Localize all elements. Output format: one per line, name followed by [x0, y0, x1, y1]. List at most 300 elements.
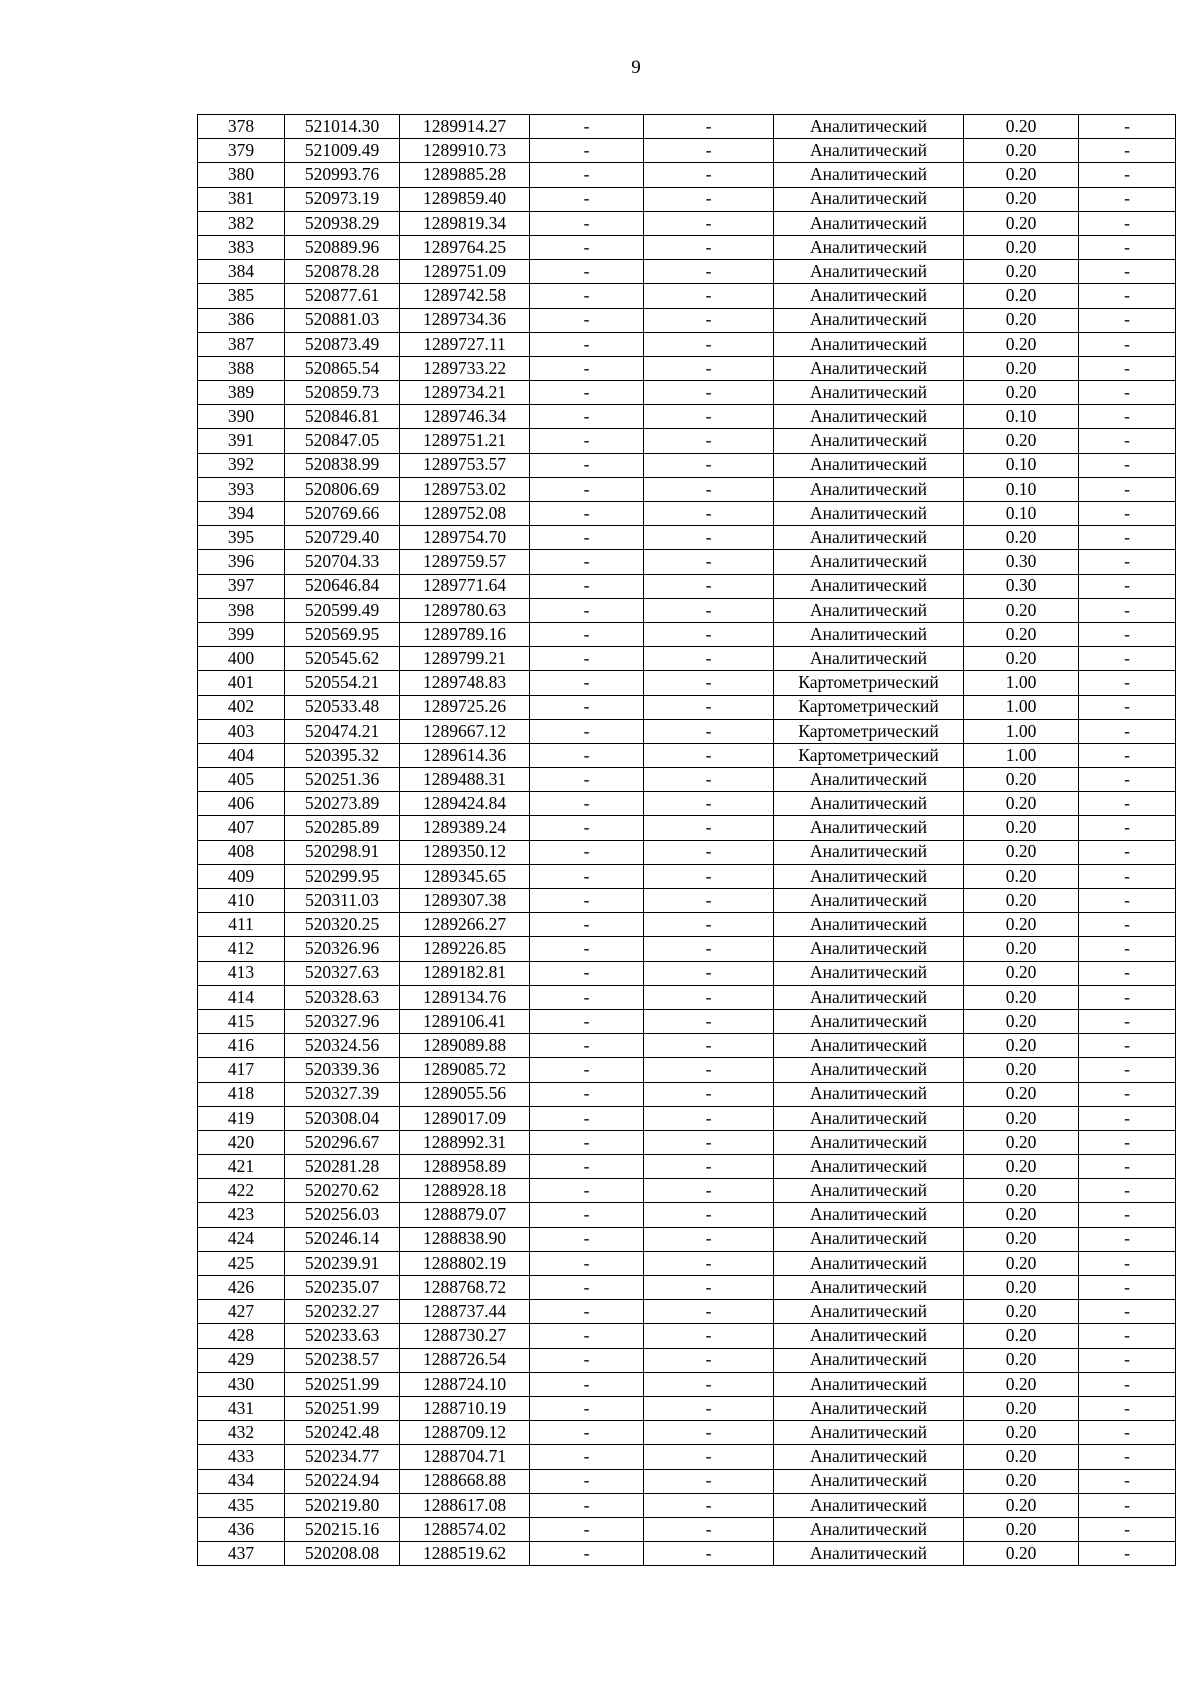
cell-accuracy: 0.20 — [964, 308, 1079, 332]
cell-note: - — [1079, 816, 1176, 840]
cell-note: - — [1079, 671, 1176, 695]
table-row — [198, 526, 1176, 550]
cell-method: Аналитический — [774, 163, 964, 187]
cell-old-x: - — [530, 1058, 644, 1082]
table-row — [198, 1542, 1176, 1566]
cell-accuracy: 0.20 — [964, 768, 1079, 792]
cell-x-coordinate: 520233.63 — [285, 1324, 400, 1348]
cell-old-x: - — [530, 719, 644, 743]
cell-old-x: - — [530, 1348, 644, 1372]
cell-old-y: - — [644, 695, 774, 719]
cell-point-number: 403 — [198, 719, 285, 743]
cell-old-y: - — [644, 526, 774, 550]
table-row — [198, 284, 1176, 308]
cell-accuracy: 0.20 — [964, 187, 1079, 211]
cell-old-y: - — [644, 864, 774, 888]
cell-y-coordinate: 1289752.08 — [400, 502, 530, 526]
cell-method: Аналитический — [774, 840, 964, 864]
cell-note: - — [1079, 1179, 1176, 1203]
cell-note: - — [1079, 284, 1176, 308]
cell-method: Аналитический — [774, 1276, 964, 1300]
cell-old-x: - — [530, 1469, 644, 1493]
cell-old-x: - — [530, 235, 644, 259]
cell-y-coordinate: 1289914.27 — [400, 115, 530, 139]
cell-y-coordinate: 1288726.54 — [400, 1348, 530, 1372]
cell-point-number: 402 — [198, 695, 285, 719]
cell-y-coordinate: 1289734.21 — [400, 381, 530, 405]
cell-x-coordinate: 520308.04 — [285, 1106, 400, 1130]
table-row — [198, 889, 1176, 913]
cell-y-coordinate: 1289799.21 — [400, 647, 530, 671]
cell-old-y: - — [644, 1058, 774, 1082]
cell-old-y: - — [644, 1445, 774, 1469]
cell-point-number: 399 — [198, 622, 285, 646]
table-row — [198, 743, 1176, 767]
cell-old-y: - — [644, 550, 774, 574]
cell-x-coordinate: 520251.99 — [285, 1372, 400, 1396]
cell-old-y: - — [644, 1542, 774, 1566]
cell-x-coordinate: 520270.62 — [285, 1179, 400, 1203]
cell-x-coordinate: 520251.99 — [285, 1396, 400, 1420]
cell-x-coordinate: 520881.03 — [285, 308, 400, 332]
cell-note: - — [1079, 1276, 1176, 1300]
cell-point-number: 385 — [198, 284, 285, 308]
cell-point-number: 381 — [198, 187, 285, 211]
cell-old-x: - — [530, 477, 644, 501]
cell-y-coordinate: 1289350.12 — [400, 840, 530, 864]
cell-accuracy: 0.20 — [964, 1396, 1079, 1420]
cell-old-x: - — [530, 1445, 644, 1469]
cell-x-coordinate: 520298.91 — [285, 840, 400, 864]
cell-note: - — [1079, 1130, 1176, 1154]
cell-x-coordinate: 520533.48 — [285, 695, 400, 719]
cell-old-x: - — [530, 115, 644, 139]
cell-old-y: - — [644, 1469, 774, 1493]
cell-method: Аналитический — [774, 1469, 964, 1493]
cell-point-number: 419 — [198, 1106, 285, 1130]
cell-point-number: 425 — [198, 1251, 285, 1275]
cell-accuracy: 0.20 — [964, 792, 1079, 816]
cell-point-number: 398 — [198, 598, 285, 622]
cell-accuracy: 0.20 — [964, 647, 1079, 671]
table-row — [198, 1445, 1176, 1469]
cell-y-coordinate: 1289226.85 — [400, 937, 530, 961]
cell-method: Аналитический — [774, 115, 964, 139]
cell-point-number: 393 — [198, 477, 285, 501]
cell-y-coordinate: 1289751.21 — [400, 429, 530, 453]
cell-y-coordinate: 1289085.72 — [400, 1058, 530, 1082]
cell-old-x: - — [530, 211, 644, 235]
cell-accuracy: 0.20 — [964, 332, 1079, 356]
table-row — [198, 502, 1176, 526]
cell-method: Картометрический — [774, 743, 964, 767]
cell-accuracy: 0.20 — [964, 1324, 1079, 1348]
cell-method: Аналитический — [774, 1542, 964, 1566]
cell-point-number: 406 — [198, 792, 285, 816]
table-row — [198, 139, 1176, 163]
cell-old-x: - — [530, 1203, 644, 1227]
table-row — [198, 864, 1176, 888]
table-row — [198, 1493, 1176, 1517]
cell-note: - — [1079, 792, 1176, 816]
cell-accuracy: 0.20 — [964, 1493, 1079, 1517]
cell-note: - — [1079, 1324, 1176, 1348]
cell-old-y: - — [644, 139, 774, 163]
cell-y-coordinate: 1288992.31 — [400, 1130, 530, 1154]
table-row — [198, 816, 1176, 840]
cell-old-y: - — [644, 163, 774, 187]
cell-x-coordinate: 520215.16 — [285, 1517, 400, 1541]
cell-accuracy: 0.20 — [964, 356, 1079, 380]
cell-old-y: - — [644, 1009, 774, 1033]
cell-accuracy: 1.00 — [964, 719, 1079, 743]
cell-y-coordinate: 1289307.38 — [400, 889, 530, 913]
cell-old-y: - — [644, 308, 774, 332]
cell-y-coordinate: 1288838.90 — [400, 1227, 530, 1251]
cell-y-coordinate: 1289734.36 — [400, 308, 530, 332]
cell-method: Аналитический — [774, 1034, 964, 1058]
cell-old-x: - — [530, 1542, 644, 1566]
cell-note: - — [1079, 502, 1176, 526]
cell-accuracy: 0.20 — [964, 1300, 1079, 1324]
cell-y-coordinate: 1289345.65 — [400, 864, 530, 888]
cell-method: Аналитический — [774, 453, 964, 477]
cell-method: Аналитический — [774, 356, 964, 380]
cell-old-y: - — [644, 1300, 774, 1324]
cell-old-x: - — [530, 284, 644, 308]
cell-y-coordinate: 1289389.24 — [400, 816, 530, 840]
cell-y-coordinate: 1289424.84 — [400, 792, 530, 816]
cell-note: - — [1079, 139, 1176, 163]
cell-x-coordinate: 520299.95 — [285, 864, 400, 888]
table-row — [198, 1300, 1176, 1324]
cell-note: - — [1079, 1300, 1176, 1324]
cell-point-number: 389 — [198, 381, 285, 405]
cell-note: - — [1079, 743, 1176, 767]
cell-note: - — [1079, 211, 1176, 235]
cell-method: Аналитический — [774, 284, 964, 308]
cell-point-number: 416 — [198, 1034, 285, 1058]
cell-old-y: - — [644, 1493, 774, 1517]
cell-y-coordinate: 1288768.72 — [400, 1276, 530, 1300]
cell-method: Аналитический — [774, 1179, 964, 1203]
cell-x-coordinate: 520285.89 — [285, 816, 400, 840]
cell-note: - — [1079, 550, 1176, 574]
cell-point-number: 390 — [198, 405, 285, 429]
cell-point-number: 405 — [198, 768, 285, 792]
cell-note: - — [1079, 163, 1176, 187]
cell-note: - — [1079, 1082, 1176, 1106]
cell-x-coordinate: 520273.89 — [285, 792, 400, 816]
cell-method: Аналитический — [774, 1082, 964, 1106]
cell-x-coordinate: 520238.57 — [285, 1348, 400, 1372]
cell-old-x: - — [530, 550, 644, 574]
cell-old-y: - — [644, 1324, 774, 1348]
table-row — [198, 961, 1176, 985]
cell-old-y: - — [644, 889, 774, 913]
cell-y-coordinate: 1289667.12 — [400, 719, 530, 743]
cell-old-x: - — [530, 622, 644, 646]
table-row — [198, 985, 1176, 1009]
cell-old-y: - — [644, 937, 774, 961]
cell-old-y: - — [644, 1276, 774, 1300]
cell-point-number: 407 — [198, 816, 285, 840]
cell-old-x: - — [530, 598, 644, 622]
cell-old-y: - — [644, 768, 774, 792]
cell-note: - — [1079, 1348, 1176, 1372]
cell-point-number: 418 — [198, 1082, 285, 1106]
cell-accuracy: 0.10 — [964, 453, 1079, 477]
cell-y-coordinate: 1288574.02 — [400, 1517, 530, 1541]
cell-point-number: 396 — [198, 550, 285, 574]
cell-note: - — [1079, 574, 1176, 598]
cell-y-coordinate: 1288879.07 — [400, 1203, 530, 1227]
cell-method: Аналитический — [774, 622, 964, 646]
cell-note: - — [1079, 1058, 1176, 1082]
cell-old-y: - — [644, 598, 774, 622]
cell-y-coordinate: 1289759.57 — [400, 550, 530, 574]
cell-old-y: - — [644, 115, 774, 139]
cell-old-y: - — [644, 574, 774, 598]
cell-method: Аналитический — [774, 308, 964, 332]
cell-note: - — [1079, 1009, 1176, 1033]
cell-accuracy: 0.20 — [964, 1106, 1079, 1130]
cell-note: - — [1079, 719, 1176, 743]
cell-method: Аналитический — [774, 1300, 964, 1324]
cell-point-number: 428 — [198, 1324, 285, 1348]
cell-old-y: - — [644, 913, 774, 937]
cell-point-number: 401 — [198, 671, 285, 695]
cell-accuracy: 1.00 — [964, 743, 1079, 767]
cell-point-number: 437 — [198, 1542, 285, 1566]
cell-old-y: - — [644, 743, 774, 767]
cell-accuracy: 0.20 — [964, 115, 1079, 139]
cell-old-y: - — [644, 792, 774, 816]
cell-x-coordinate: 520993.76 — [285, 163, 400, 187]
cell-y-coordinate: 1289753.57 — [400, 453, 530, 477]
cell-old-x: - — [530, 1276, 644, 1300]
table-row — [198, 1034, 1176, 1058]
cell-method: Аналитический — [774, 961, 964, 985]
cell-old-y: - — [644, 1155, 774, 1179]
cell-old-y: - — [644, 477, 774, 501]
cell-old-y: - — [644, 671, 774, 695]
cell-y-coordinate: 1288617.08 — [400, 1493, 530, 1517]
page-number: 9 — [631, 57, 641, 78]
cell-accuracy: 0.20 — [964, 211, 1079, 235]
cell-old-y: - — [644, 260, 774, 284]
cell-x-coordinate: 520729.40 — [285, 526, 400, 550]
cell-point-number: 420 — [198, 1130, 285, 1154]
cell-y-coordinate: 1289753.02 — [400, 477, 530, 501]
cell-y-coordinate: 1289742.58 — [400, 284, 530, 308]
cell-x-coordinate: 520239.91 — [285, 1251, 400, 1275]
cell-accuracy: 0.20 — [964, 1058, 1079, 1082]
cell-x-coordinate: 520208.08 — [285, 1542, 400, 1566]
cell-note: - — [1079, 1396, 1176, 1420]
cell-accuracy: 1.00 — [964, 695, 1079, 719]
cell-point-number: 422 — [198, 1179, 285, 1203]
cell-y-coordinate: 1289614.36 — [400, 743, 530, 767]
cell-note: - — [1079, 429, 1176, 453]
cell-method: Аналитический — [774, 502, 964, 526]
cell-x-coordinate: 520769.66 — [285, 502, 400, 526]
cell-point-number: 427 — [198, 1300, 285, 1324]
cell-method: Аналитический — [774, 260, 964, 284]
cell-point-number: 388 — [198, 356, 285, 380]
cell-old-x: - — [530, 743, 644, 767]
cell-old-x: - — [530, 671, 644, 695]
cell-method: Аналитический — [774, 598, 964, 622]
cell-x-coordinate: 520873.49 — [285, 332, 400, 356]
cell-x-coordinate: 520395.32 — [285, 743, 400, 767]
cell-method: Аналитический — [774, 526, 964, 550]
cell-old-x: - — [530, 1396, 644, 1420]
cell-method: Аналитический — [774, 1348, 964, 1372]
cell-old-x: - — [530, 1300, 644, 1324]
cell-y-coordinate: 1289182.81 — [400, 961, 530, 985]
cell-x-coordinate: 520877.61 — [285, 284, 400, 308]
cell-accuracy: 0.20 — [964, 1179, 1079, 1203]
cell-accuracy: 0.10 — [964, 405, 1079, 429]
cell-old-y: - — [644, 405, 774, 429]
table-row — [198, 429, 1176, 453]
cell-y-coordinate: 1289017.09 — [400, 1106, 530, 1130]
cell-method: Аналитический — [774, 1009, 964, 1033]
cell-old-y: - — [644, 622, 774, 646]
cell-accuracy: 0.20 — [964, 1227, 1079, 1251]
cell-old-y: - — [644, 719, 774, 743]
cell-method: Аналитический — [774, 381, 964, 405]
cell-note: - — [1079, 115, 1176, 139]
cell-method: Аналитический — [774, 211, 964, 235]
table-row — [198, 840, 1176, 864]
table-row — [198, 1324, 1176, 1348]
cell-y-coordinate: 1288958.89 — [400, 1155, 530, 1179]
cell-method: Аналитический — [774, 816, 964, 840]
cell-old-x: - — [530, 695, 644, 719]
cell-y-coordinate: 1288704.71 — [400, 1445, 530, 1469]
cell-old-y: - — [644, 1227, 774, 1251]
cell-x-coordinate: 520545.62 — [285, 647, 400, 671]
cell-old-y: - — [644, 502, 774, 526]
cell-old-x: - — [530, 1372, 644, 1396]
cell-accuracy: 0.20 — [964, 1009, 1079, 1033]
cell-old-y: - — [644, 1396, 774, 1420]
cell-x-coordinate: 521009.49 — [285, 139, 400, 163]
cell-accuracy: 0.20 — [964, 381, 1079, 405]
cell-method: Аналитический — [774, 889, 964, 913]
cell-point-number: 382 — [198, 211, 285, 235]
cell-y-coordinate: 1289751.09 — [400, 260, 530, 284]
cell-note: - — [1079, 913, 1176, 937]
cell-x-coordinate: 520327.39 — [285, 1082, 400, 1106]
cell-old-y: - — [644, 647, 774, 671]
cell-x-coordinate: 520232.27 — [285, 1300, 400, 1324]
cell-point-number: 415 — [198, 1009, 285, 1033]
cell-y-coordinate: 1288519.62 — [400, 1542, 530, 1566]
table-row — [198, 187, 1176, 211]
cell-point-number: 397 — [198, 574, 285, 598]
cell-accuracy: 0.20 — [964, 1348, 1079, 1372]
cell-old-x: - — [530, 816, 644, 840]
cell-x-coordinate: 520704.33 — [285, 550, 400, 574]
cell-point-number: 394 — [198, 502, 285, 526]
cell-y-coordinate: 1289089.88 — [400, 1034, 530, 1058]
cell-old-x: - — [530, 429, 644, 453]
table-row — [198, 622, 1176, 646]
cell-accuracy: 0.20 — [964, 840, 1079, 864]
cell-note: - — [1079, 453, 1176, 477]
cell-old-x: - — [530, 526, 644, 550]
cell-x-coordinate: 520569.95 — [285, 622, 400, 646]
cell-old-x: - — [530, 308, 644, 332]
cell-method: Аналитический — [774, 139, 964, 163]
cell-point-number: 378 — [198, 115, 285, 139]
cell-old-x: - — [530, 840, 644, 864]
cell-x-coordinate: 520938.29 — [285, 211, 400, 235]
cell-accuracy: 0.20 — [964, 1082, 1079, 1106]
cell-point-number: 431 — [198, 1396, 285, 1420]
cell-old-y: - — [644, 187, 774, 211]
cell-x-coordinate: 520281.28 — [285, 1155, 400, 1179]
cell-method: Картометрический — [774, 671, 964, 695]
cell-accuracy: 0.20 — [964, 1517, 1079, 1541]
cell-y-coordinate: 1288724.10 — [400, 1372, 530, 1396]
cell-method: Аналитический — [774, 647, 964, 671]
cell-y-coordinate: 1289055.56 — [400, 1082, 530, 1106]
cell-old-x: - — [530, 913, 644, 937]
cell-y-coordinate: 1289789.16 — [400, 622, 530, 646]
cell-note: - — [1079, 332, 1176, 356]
cell-note: - — [1079, 864, 1176, 888]
cell-x-coordinate: 520554.21 — [285, 671, 400, 695]
cell-point-number: 412 — [198, 937, 285, 961]
cell-y-coordinate: 1289859.40 — [400, 187, 530, 211]
table-row — [198, 235, 1176, 259]
cell-method: Аналитический — [774, 1227, 964, 1251]
cell-point-number: 430 — [198, 1372, 285, 1396]
cell-old-y: - — [644, 816, 774, 840]
cell-point-number: 391 — [198, 429, 285, 453]
cell-old-x: - — [530, 1130, 644, 1154]
cell-note: - — [1079, 405, 1176, 429]
cell-note: - — [1079, 187, 1176, 211]
cell-old-x: - — [530, 1517, 644, 1541]
table-row — [198, 1203, 1176, 1227]
cell-x-coordinate: 520320.25 — [285, 913, 400, 937]
cell-y-coordinate: 1289771.64 — [400, 574, 530, 598]
cell-y-coordinate: 1289819.34 — [400, 211, 530, 235]
cell-method: Аналитический — [774, 429, 964, 453]
cell-x-coordinate: 520328.63 — [285, 985, 400, 1009]
cell-note: - — [1079, 526, 1176, 550]
cell-y-coordinate: 1289488.31 — [400, 768, 530, 792]
cell-x-coordinate: 520224.94 — [285, 1469, 400, 1493]
table-row — [198, 792, 1176, 816]
table-row — [198, 1469, 1176, 1493]
cell-old-x: - — [530, 381, 644, 405]
table-row — [198, 574, 1176, 598]
cell-point-number: 400 — [198, 647, 285, 671]
cell-method: Аналитический — [774, 937, 964, 961]
cell-old-y: - — [644, 1179, 774, 1203]
cell-y-coordinate: 1289725.26 — [400, 695, 530, 719]
cell-point-number: 411 — [198, 913, 285, 937]
cell-x-coordinate: 520878.28 — [285, 260, 400, 284]
cell-x-coordinate: 520859.73 — [285, 381, 400, 405]
cell-x-coordinate: 520838.99 — [285, 453, 400, 477]
